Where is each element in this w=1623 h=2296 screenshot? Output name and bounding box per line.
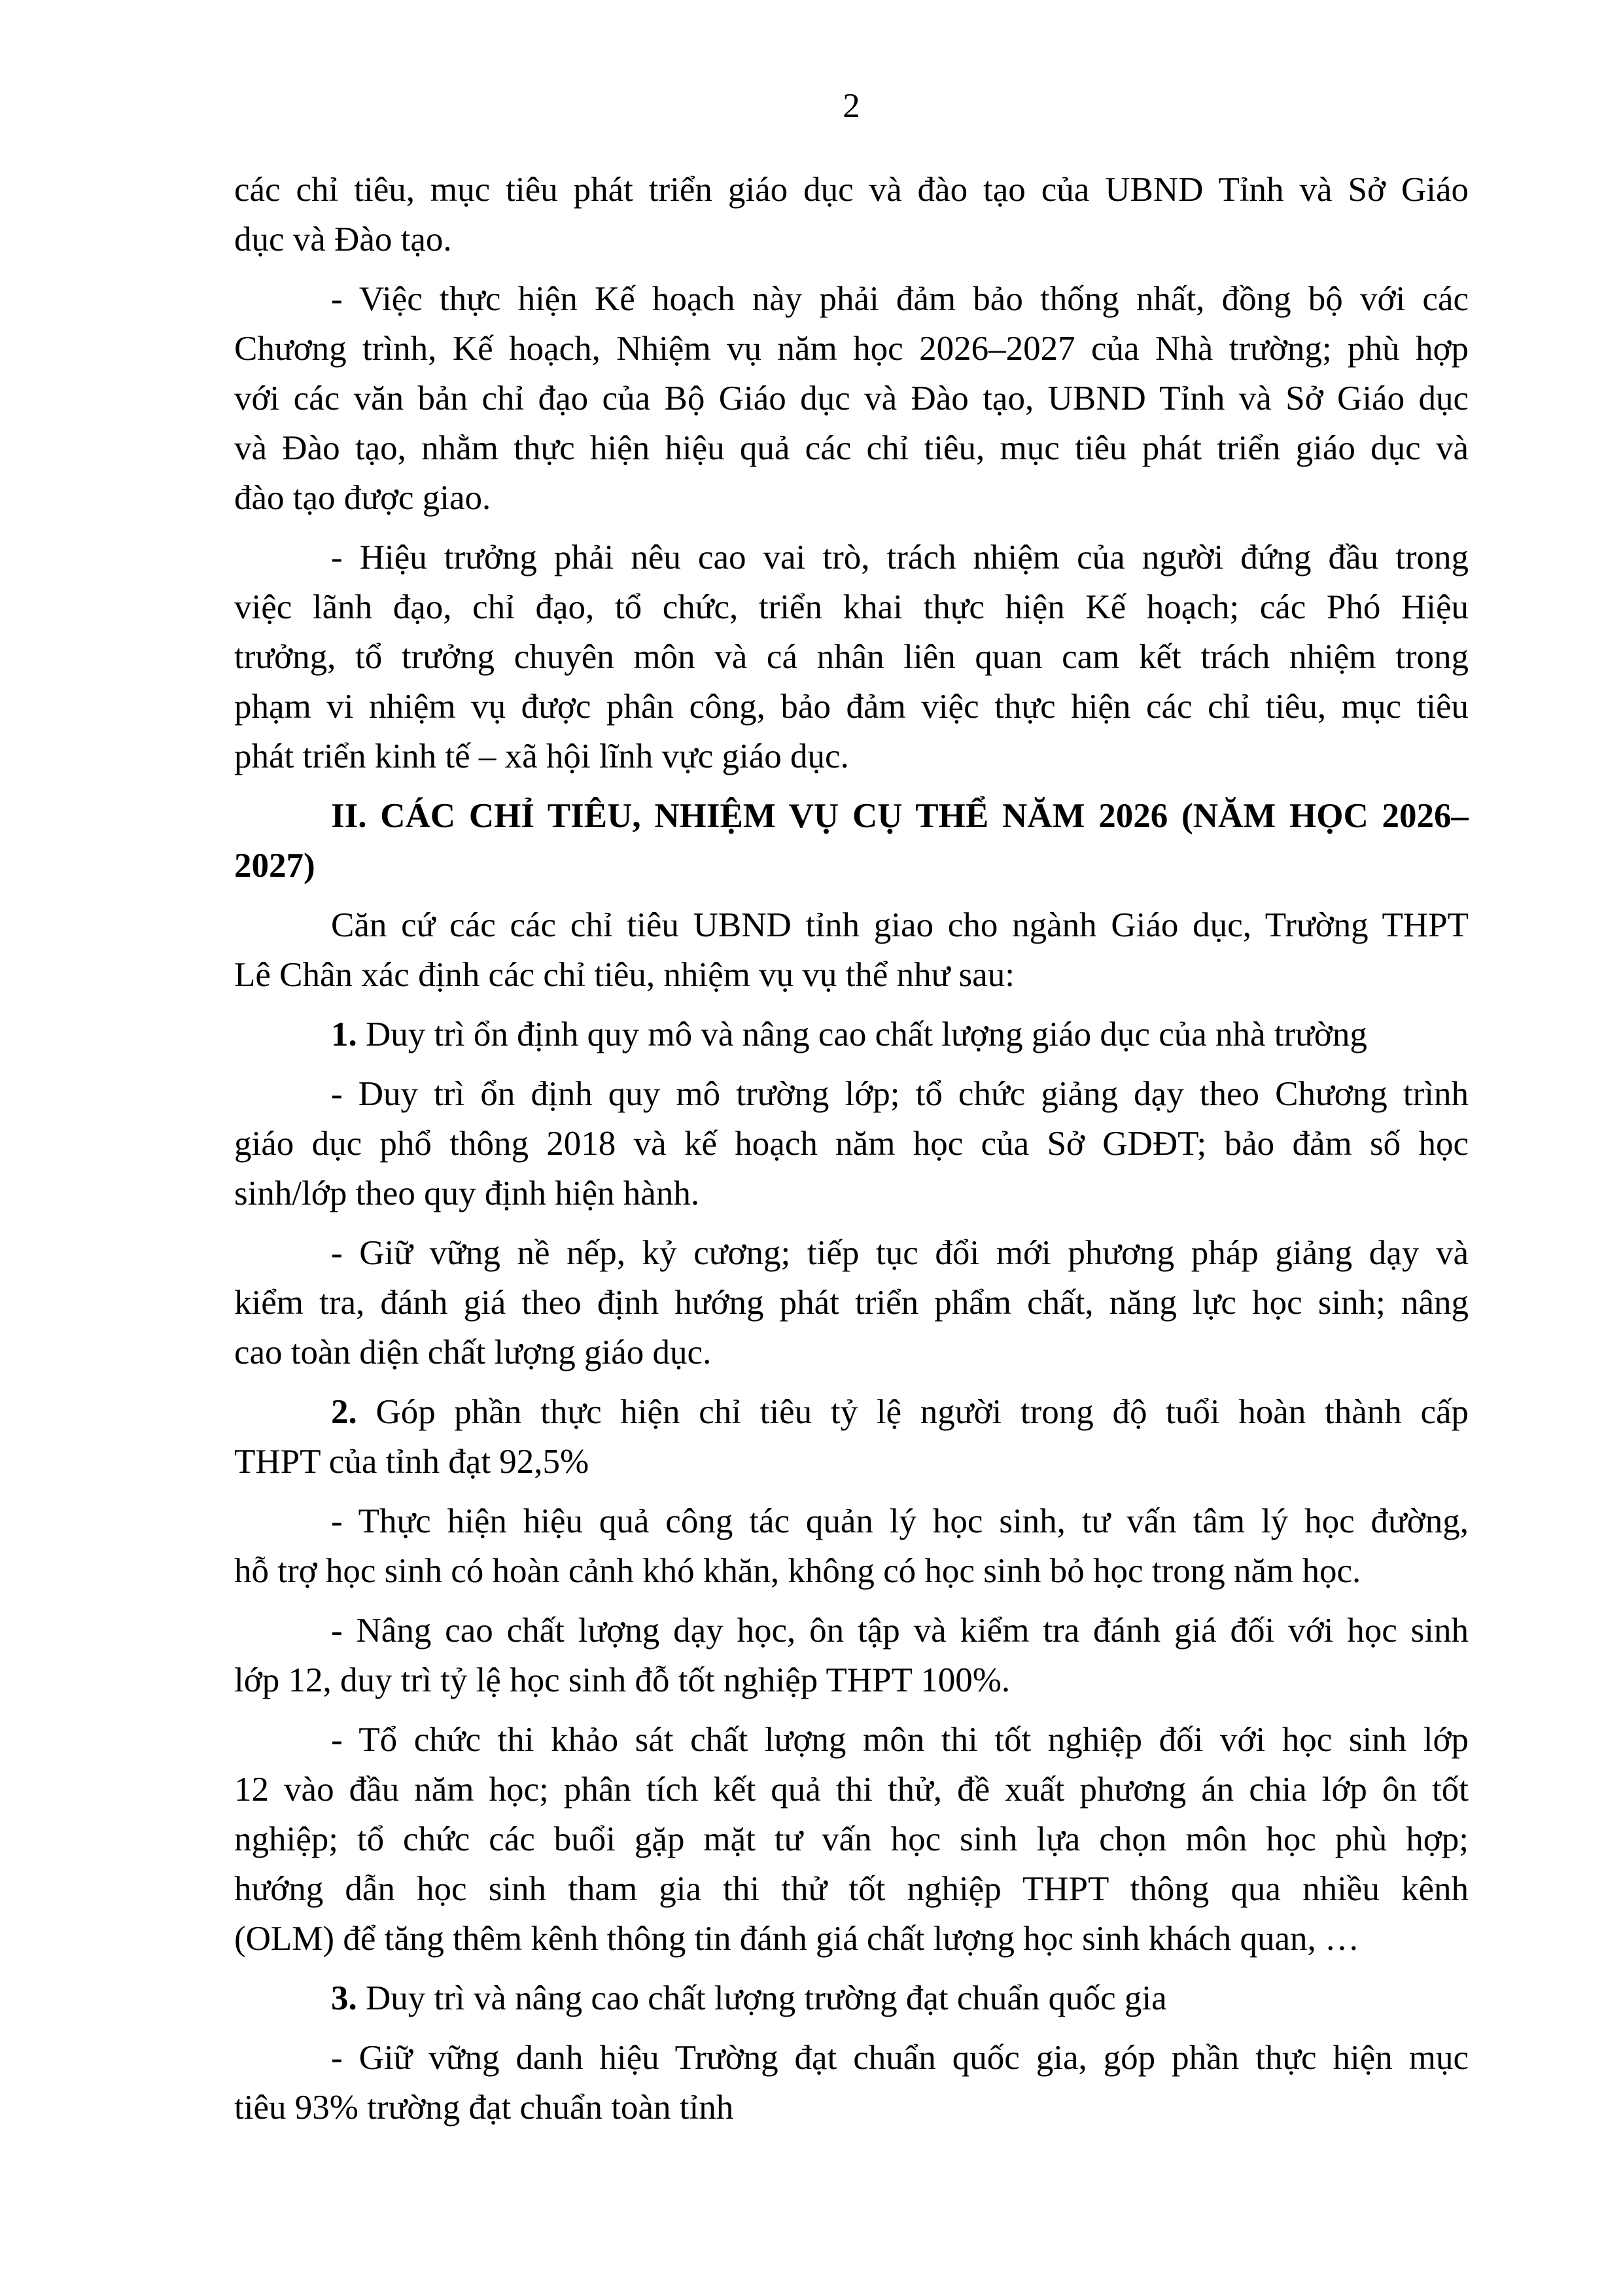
paragraph-continuation-segment: các chỉ tiêu, mục tiêu phát triển giáo dục và đào tạo của UBND Tỉnh và Sở Giáo <box>234 171 1469 209</box>
paragraph-hieu-truong-line-5 <box>234 732 1469 781</box>
paragraph-to-chuc-thi-khao-sat <box>234 1715 1469 1964</box>
paragraph-viec-thuc-hien <box>234 274 1469 523</box>
paragraph-thuc-hien-hieu-qua-line-2 <box>234 1546 1469 1596</box>
paragraph-to-chuc-thi-khao-sat-segment: 12 vào đầu năm học; phân tích kết quả thi thử, đề xuất phương án chia lớp ôn tốt <box>234 1771 1469 1809</box>
paragraph-hieu-truong-segment: - Hiệu trưởng phải nêu cao vai trò, trách nhiệm của người đứng đầu trong <box>331 539 1469 576</box>
section-heading-ii-line-2 <box>234 841 1469 891</box>
paragraph-giu-vung-ne-nep-line-2 <box>234 1278 1469 1328</box>
item-1-heading-line-1 <box>234 1010 1469 1059</box>
paragraph-giu-vung-ne-nep-segment: - Giữ vững nề nếp, kỷ cương; tiếp tục đổi mới phương pháp giảng dạy và <box>331 1234 1469 1272</box>
paragraph-giu-vung-ne-nep-segment: cao toàn diện chất lượng giáo dục. <box>234 1333 712 1371</box>
paragraph-thuc-hien-hieu-qua-segment: hỗ trợ học sinh có hoàn cảnh khó khăn, không có học sinh bỏ học trong năm học. <box>234 1552 1361 1590</box>
item-2-heading-segment: Góp phần thực hiện chỉ tiêu tỷ lệ người trong độ tuổi hoàn thành cấp <box>357 1393 1469 1431</box>
item-3-heading-line-1 <box>234 1973 1469 2023</box>
paragraph-viec-thuc-hien-segment: Chương trình, Kế hoạch, Nhiệm vụ năm học 2026–2027 của Nhà trường; phù hợp <box>234 330 1469 368</box>
paragraph-hieu-truong-line-4 <box>234 682 1469 732</box>
paragraph-viec-thuc-hien-line-4 <box>234 423 1469 473</box>
paragraph-to-chuc-thi-khao-sat-line-1 <box>234 1715 1469 1765</box>
document-body <box>234 165 1469 2142</box>
paragraph-hieu-truong-line-2 <box>234 582 1469 632</box>
paragraph-can-cu-line-1 <box>234 900 1469 950</box>
paragraph-nang-cao-chat-luong-segment: - <box>331 1612 343 1650</box>
item-2-heading-line-2 <box>234 1437 1469 1487</box>
paragraph-hieu-truong-segment: trưởng, tổ trưởng chuyên môn và cá nhân liên quan cam kết trách nhiệm trong <box>234 638 1469 676</box>
paragraph-can-cu-segment: Lê Chân xác định các chỉ tiêu, nhiệm vụ vụ thể như sau: <box>234 956 1015 994</box>
section-heading-ii <box>234 791 1469 891</box>
item-2-heading <box>234 1387 1469 1487</box>
paragraph-giu-vung-ne-nep-line-3 <box>234 1328 1469 1377</box>
paragraph-duy-tri-quy-mo-segment: sinh/lớp theo quy định hiện hành. <box>234 1174 700 1212</box>
paragraph-to-chuc-thi-khao-sat-segment: hướng dẫn học sinh tham gia thi thử tốt nghiệp THPT thông qua nhiều kênh <box>234 1870 1469 1908</box>
paragraph-nang-cao-chat-luong-segment: Nâng cao chất lượng dạy học, ôn tập và kiểm tra đánh giá đối với học sinh <box>342 1612 1469 1650</box>
paragraph-to-chuc-thi-khao-sat-line-3 <box>234 1814 1469 1864</box>
paragraph-duy-tri-quy-mo-segment: giáo dục phổ thông 2018 và kế hoạch năm học của Sở GDĐT; bảo đảm số học <box>234 1125 1469 1163</box>
paragraph-hieu-truong-line-1 <box>234 533 1469 582</box>
item-3-heading <box>234 1973 1469 2023</box>
paragraph-to-chuc-thi-khao-sat-segment: (OLM) để tăng thêm kênh thông tin đánh giá chất lượng học sinh khách quan, … <box>234 1920 1359 1958</box>
paragraph-to-chuc-thi-khao-sat-segment: nghiệp; tổ chức các buổi gặp mặt tư vấn học sinh lựa chọn môn học phù hợp; <box>234 1820 1469 1858</box>
paragraph-hieu-truong-segment: phạm vi nhiệm vụ được phân công, bảo đảm việc thực hiện các chỉ tiêu, mục tiêu <box>234 688 1469 726</box>
paragraph-giu-vung-ne-nep-segment: kiểm tra, đánh giá theo định hướng phát triển phẩm chất, năng lực học sinh; nâng <box>234 1284 1469 1322</box>
item-1-heading-segment: Duy trì ổn định quy mô và nâng cao chất lượng giáo dục của nhà trường <box>357 1016 1367 1053</box>
paragraph-hieu-truong-segment: phát triển kinh tế – xã hội lĩnh vực giáo dục. <box>234 737 849 775</box>
paragraph-thuc-hien-hieu-qua <box>234 1496 1469 1596</box>
paragraph-giu-vung-ne-nep-line-1 <box>234 1228 1469 1278</box>
paragraph-duy-tri-quy-mo-line-2 <box>234 1119 1469 1169</box>
paragraph-giu-vung-danh-hieu-line-1 <box>234 2033 1469 2083</box>
paragraph-continuation-line-1 <box>234 165 1469 215</box>
paragraph-viec-thuc-hien-line-1 <box>234 274 1469 324</box>
paragraph-duy-tri-quy-mo-segment: - Duy trì ổn định quy mô trường lớp; tổ chức giảng dạy theo Chương trình <box>331 1075 1469 1113</box>
paragraph-viec-thuc-hien-segment: - Việc thực hiện Kế hoạch này phải đảm bảo thống nhất, đồng bộ với các <box>331 280 1469 318</box>
paragraph-nang-cao-chat-luong <box>234 1606 1469 1705</box>
paragraph-to-chuc-thi-khao-sat-line-5 <box>234 1914 1469 1964</box>
section-heading-ii-segment: 2027) <box>234 847 315 885</box>
paragraph-viec-thuc-hien-line-5 <box>234 473 1469 523</box>
paragraph-giu-vung-ne-nep <box>234 1228 1469 1377</box>
paragraph-viec-thuc-hien-segment: với các văn bản chỉ đạo của Bộ Giáo dục và Đào tạo, UBND Tỉnh và Sở Giáo dục <box>234 380 1469 417</box>
paragraph-giu-vung-danh-hieu-segment: tiêu 93% trường đạt chuẩn toàn tỉnh <box>234 2089 734 2127</box>
paragraph-viec-thuc-hien-line-2 <box>234 324 1469 374</box>
paragraph-can-cu <box>234 900 1469 1000</box>
paragraph-duy-tri-quy-mo-line-3 <box>234 1169 1469 1218</box>
item-3-heading-segment: 3. <box>331 1979 357 2017</box>
paragraph-to-chuc-thi-khao-sat-segment: - Tổ chức thi khảo sát chất lượng môn thi tốt nghiệp đối với học sinh lớp <box>331 1721 1469 1759</box>
section-heading-ii-line-1 <box>234 791 1469 841</box>
item-1-heading <box>234 1010 1469 1059</box>
paragraph-continuation <box>234 165 1469 264</box>
paragraph-nang-cao-chat-luong-line-1 <box>234 1606 1469 1655</box>
item-2-heading-segment: 2. <box>331 1393 357 1431</box>
paragraph-thuc-hien-hieu-qua-line-1 <box>234 1496 1469 1546</box>
paragraph-duy-tri-quy-mo-line-1 <box>234 1069 1469 1119</box>
paragraph-can-cu-segment: Căn cứ các các chỉ tiêu UBND tỉnh giao cho ngành Giáo dục, Trường THPT <box>331 906 1469 944</box>
section-heading-ii-segment: II. CÁC CHỈ TIÊU, NHIỆM VỤ CỤ THỂ NĂM 2026 (NĂM HỌC 2026– <box>331 797 1469 835</box>
paragraph-giu-vung-danh-hieu-segment: - Giữ vững danh hiệu Trường đạt chuẩn quốc gia, góp phần thực hiện mục <box>331 2039 1469 2077</box>
paragraph-duy-tri-quy-mo <box>234 1069 1469 1218</box>
paragraph-viec-thuc-hien-segment: và Đào tạo, nhằm thực hiện hiệu quả các chỉ tiêu, mục tiêu phát triển giáo dục và <box>234 429 1469 467</box>
paragraph-giu-vung-danh-hieu <box>234 2033 1469 2132</box>
item-2-heading-segment: THPT của tỉnh đạt 92,5% <box>234 1443 589 1481</box>
paragraph-to-chuc-thi-khao-sat-line-2 <box>234 1765 1469 1814</box>
paragraph-hieu-truong-line-3 <box>234 632 1469 682</box>
paragraph-nang-cao-chat-luong-line-2 <box>234 1655 1469 1705</box>
paragraph-nang-cao-chat-luong-segment: lớp 12, duy trì tỷ lệ học sinh đỗ tốt nghiệp THPT 100%. <box>234 1661 1011 1699</box>
paragraph-hieu-truong <box>234 533 1469 781</box>
paragraph-hieu-truong-segment: việc lãnh đạo, chỉ đạo, tổ chức, triển khai thực hiện Kế hoạch; các Phó Hiệu <box>234 588 1469 626</box>
paragraph-viec-thuc-hien-line-3 <box>234 374 1469 423</box>
item-2-heading-line-1 <box>234 1387 1469 1437</box>
item-1-heading-segment: 1. <box>331 1016 357 1053</box>
paragraph-can-cu-line-2 <box>234 950 1469 1000</box>
paragraph-continuation-segment: dục và Đào tạo. <box>234 221 452 258</box>
paragraph-thuc-hien-hieu-qua-segment: - Thực hiện hiệu quả công tác quản lý học sinh, tư vấn tâm lý học đường, <box>331 1502 1469 1540</box>
paragraph-viec-thuc-hien-segment: đào tạo được giao. <box>234 479 491 517</box>
paragraph-to-chuc-thi-khao-sat-line-4 <box>234 1864 1469 1914</box>
page-number: 2 <box>843 87 860 125</box>
item-3-heading-segment: Duy trì và nâng cao chất lượng trường đạt chuẩn quốc gia <box>357 1979 1167 2017</box>
paragraph-giu-vung-danh-hieu-line-2 <box>234 2083 1469 2132</box>
paragraph-continuation-line-2 <box>234 215 1469 264</box>
